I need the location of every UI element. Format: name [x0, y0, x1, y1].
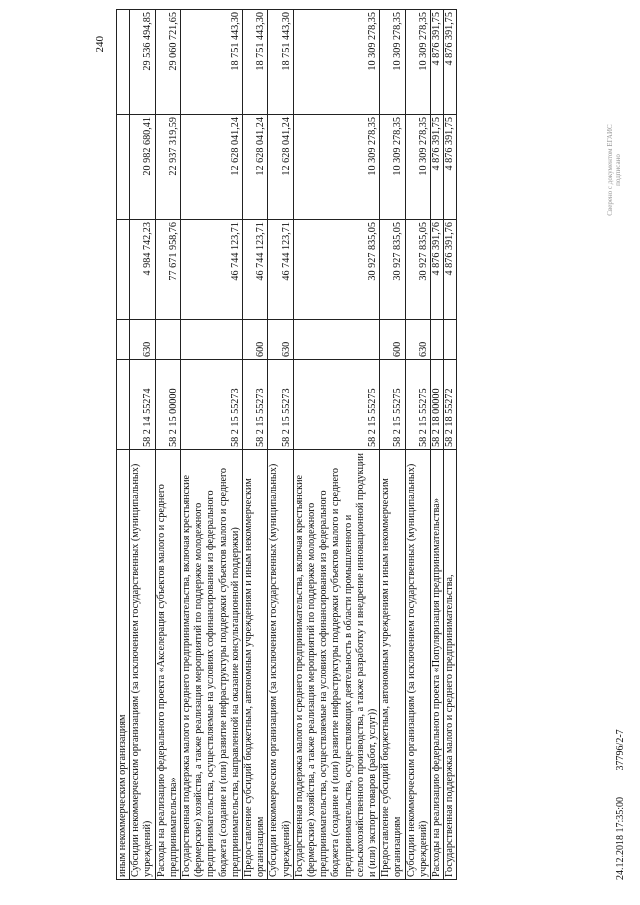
footer [615, 705, 626, 880]
row-value-1: 30 927 835,05 [380, 220, 405, 320]
row-vr [431, 320, 444, 360]
table-row [380, 10, 405, 880]
row-code: 58 2 18 55272 [444, 360, 457, 450]
row-value-2: 4 876 391,75 [444, 115, 457, 220]
row-value-2: 10 309 278,35 [380, 115, 405, 220]
row-code: 58 2 15 55275 [293, 360, 379, 450]
row-value-1 [117, 220, 130, 320]
table-row [431, 10, 444, 880]
budget-table [116, 9, 457, 880]
table-row [181, 10, 243, 880]
row-value-2 [117, 115, 130, 220]
table-row [117, 10, 130, 880]
row-name: Государственная поддержка малого и среднего предпринимательства, включая крестьянские (фермерские) хозяйства, а также реализация мероприятий по поддержке молодежного предпринимательства, осуществляемые на условиях софинансирования из федерального бюджета (создание и (или) развитие инфраструктуры поддержки субъектов малого и среднего предпринимательства, направленной на оказание консультационной поддержки) [181, 450, 243, 880]
row-name: Предоставление субсидий бюджетным, автономным учреждениям и иным некоммерческим организациям [380, 450, 405, 880]
table-row [155, 10, 180, 880]
row-name: Государственная поддержка малого и среднего предпринимательства, [444, 450, 457, 880]
row-vr: 600 [243, 320, 268, 360]
row-value-3: 29 536 494,85 [130, 10, 155, 115]
row-value-1: 4 984 742,23 [130, 220, 155, 320]
table-row [130, 10, 155, 880]
row-value-3: 4 876 391,75 [444, 10, 457, 115]
row-value-2: 10 309 278,35 [405, 115, 430, 220]
row-vr [181, 320, 243, 360]
table-row [405, 10, 430, 880]
row-vr: 630 [268, 320, 293, 360]
row-value-3: 10 309 278,35 [293, 10, 379, 115]
row-code: 58 2 15 55275 [405, 360, 430, 450]
row-vr: 630 [405, 320, 430, 360]
row-vr [444, 320, 457, 360]
row-value-3: 10 309 278,35 [405, 10, 430, 115]
row-value-3 [117, 10, 130, 115]
footer-datetime: 24.12.2018 17:35:00 [615, 796, 626, 880]
row-value-2: 10 309 278,35 [293, 115, 379, 220]
row-value-1: 30 927 835,05 [405, 220, 430, 320]
table-row [444, 10, 457, 880]
row-value-1: 30 927 835,05 [293, 220, 379, 320]
table-row [268, 10, 293, 880]
row-value-3: 29 060 721,65 [155, 10, 180, 115]
stamp-line: Сверено с документом ЕГАИС [606, 124, 614, 216]
row-name: Расходы на реализацию федерального проекта «Популяризация предпринимательства» [431, 450, 444, 880]
row-vr: 630 [130, 320, 155, 360]
table-row [293, 10, 379, 880]
row-code: 58 2 15 55273 [181, 360, 243, 450]
footer-doc-number: 37796/2-7 [615, 729, 626, 771]
verification-stamp [606, 75, 622, 265]
row-value-1: 46 744 123,71 [181, 220, 243, 320]
row-value-2: 20 982 680,41 [130, 115, 155, 220]
row-value-3: 18 751 443,30 [181, 10, 243, 115]
row-code: 58 2 15 55275 [380, 360, 405, 450]
row-value-2: 4 876 391,75 [431, 115, 444, 220]
rotated-page [86, 0, 640, 905]
row-value-1: 46 744 123,71 [268, 220, 293, 320]
row-vr [155, 320, 180, 360]
row-name: Предоставление субсидий бюджетным, автономным учреждениям и иным некоммерческим организациям [243, 450, 268, 880]
row-name: Субсидии некоммерческим организациям (за исключением государственных (муниципальных) учреждений) [405, 450, 430, 880]
row-value-3: 4 876 391,75 [431, 10, 444, 115]
row-name: Субсидии некоммерческим организациям (за исключением государственных (муниципальных) учреждений) [130, 450, 155, 880]
row-value-2: 12 628 041,24 [243, 115, 268, 220]
row-vr [117, 320, 130, 360]
row-name: Государственная поддержка малого и среднего предпринимательства, включая крестьянские (фермерские) хозяйства, а также реализация мероприятий по поддержке молодежного предпринимательства, осуществляемые на условиях софинансирования из федерального бюджета (создание и (или) развитие инфраструктуры поддержки субъектов малого и среднего предпринимательства, осуществляющих деятельность в области промышленного и сельскохозяйственного производства, а также разработку и внедрение инновационной продукции и (или) экспорт товаров (работ, услуг)) [293, 450, 379, 880]
row-value-2: 12 628 041,24 [268, 115, 293, 220]
table-row [243, 10, 268, 880]
row-code: 58 2 15 55273 [268, 360, 293, 450]
row-value-3: 18 751 443,30 [268, 10, 293, 115]
row-name: Субсидии некоммерческим организациям (за исключением государственных (муниципальных) учреждений) [268, 450, 293, 880]
row-value-1: 4 876 391,76 [431, 220, 444, 320]
row-code: 58 2 15 55273 [243, 360, 268, 450]
row-value-1: 77 671 958,76 [155, 220, 180, 320]
row-value-3: 10 309 278,35 [380, 10, 405, 115]
row-value-1: 4 876 391,76 [444, 220, 457, 320]
row-name: иным некоммерческим организациям [117, 450, 130, 880]
row-name: Расходы на реализацию федерального проекта «Акселерация субъектов малого и среднего предпринимательства» [155, 450, 180, 880]
row-value-2: 22 937 319,59 [155, 115, 180, 220]
stamp-line: подписано [614, 154, 622, 186]
row-value-3: 18 751 443,30 [243, 10, 268, 115]
row-vr [293, 320, 379, 360]
row-value-2: 12 628 041,24 [181, 115, 243, 220]
row-value-1: 46 744 123,71 [243, 220, 268, 320]
row-code: 58 2 14 55274 [130, 360, 155, 450]
row-code: 58 2 18 00000 [431, 360, 444, 450]
page-number: 240 [94, 36, 106, 53]
row-code [117, 360, 130, 450]
row-code: 58 2 15 00000 [155, 360, 180, 450]
row-vr: 600 [380, 320, 405, 360]
